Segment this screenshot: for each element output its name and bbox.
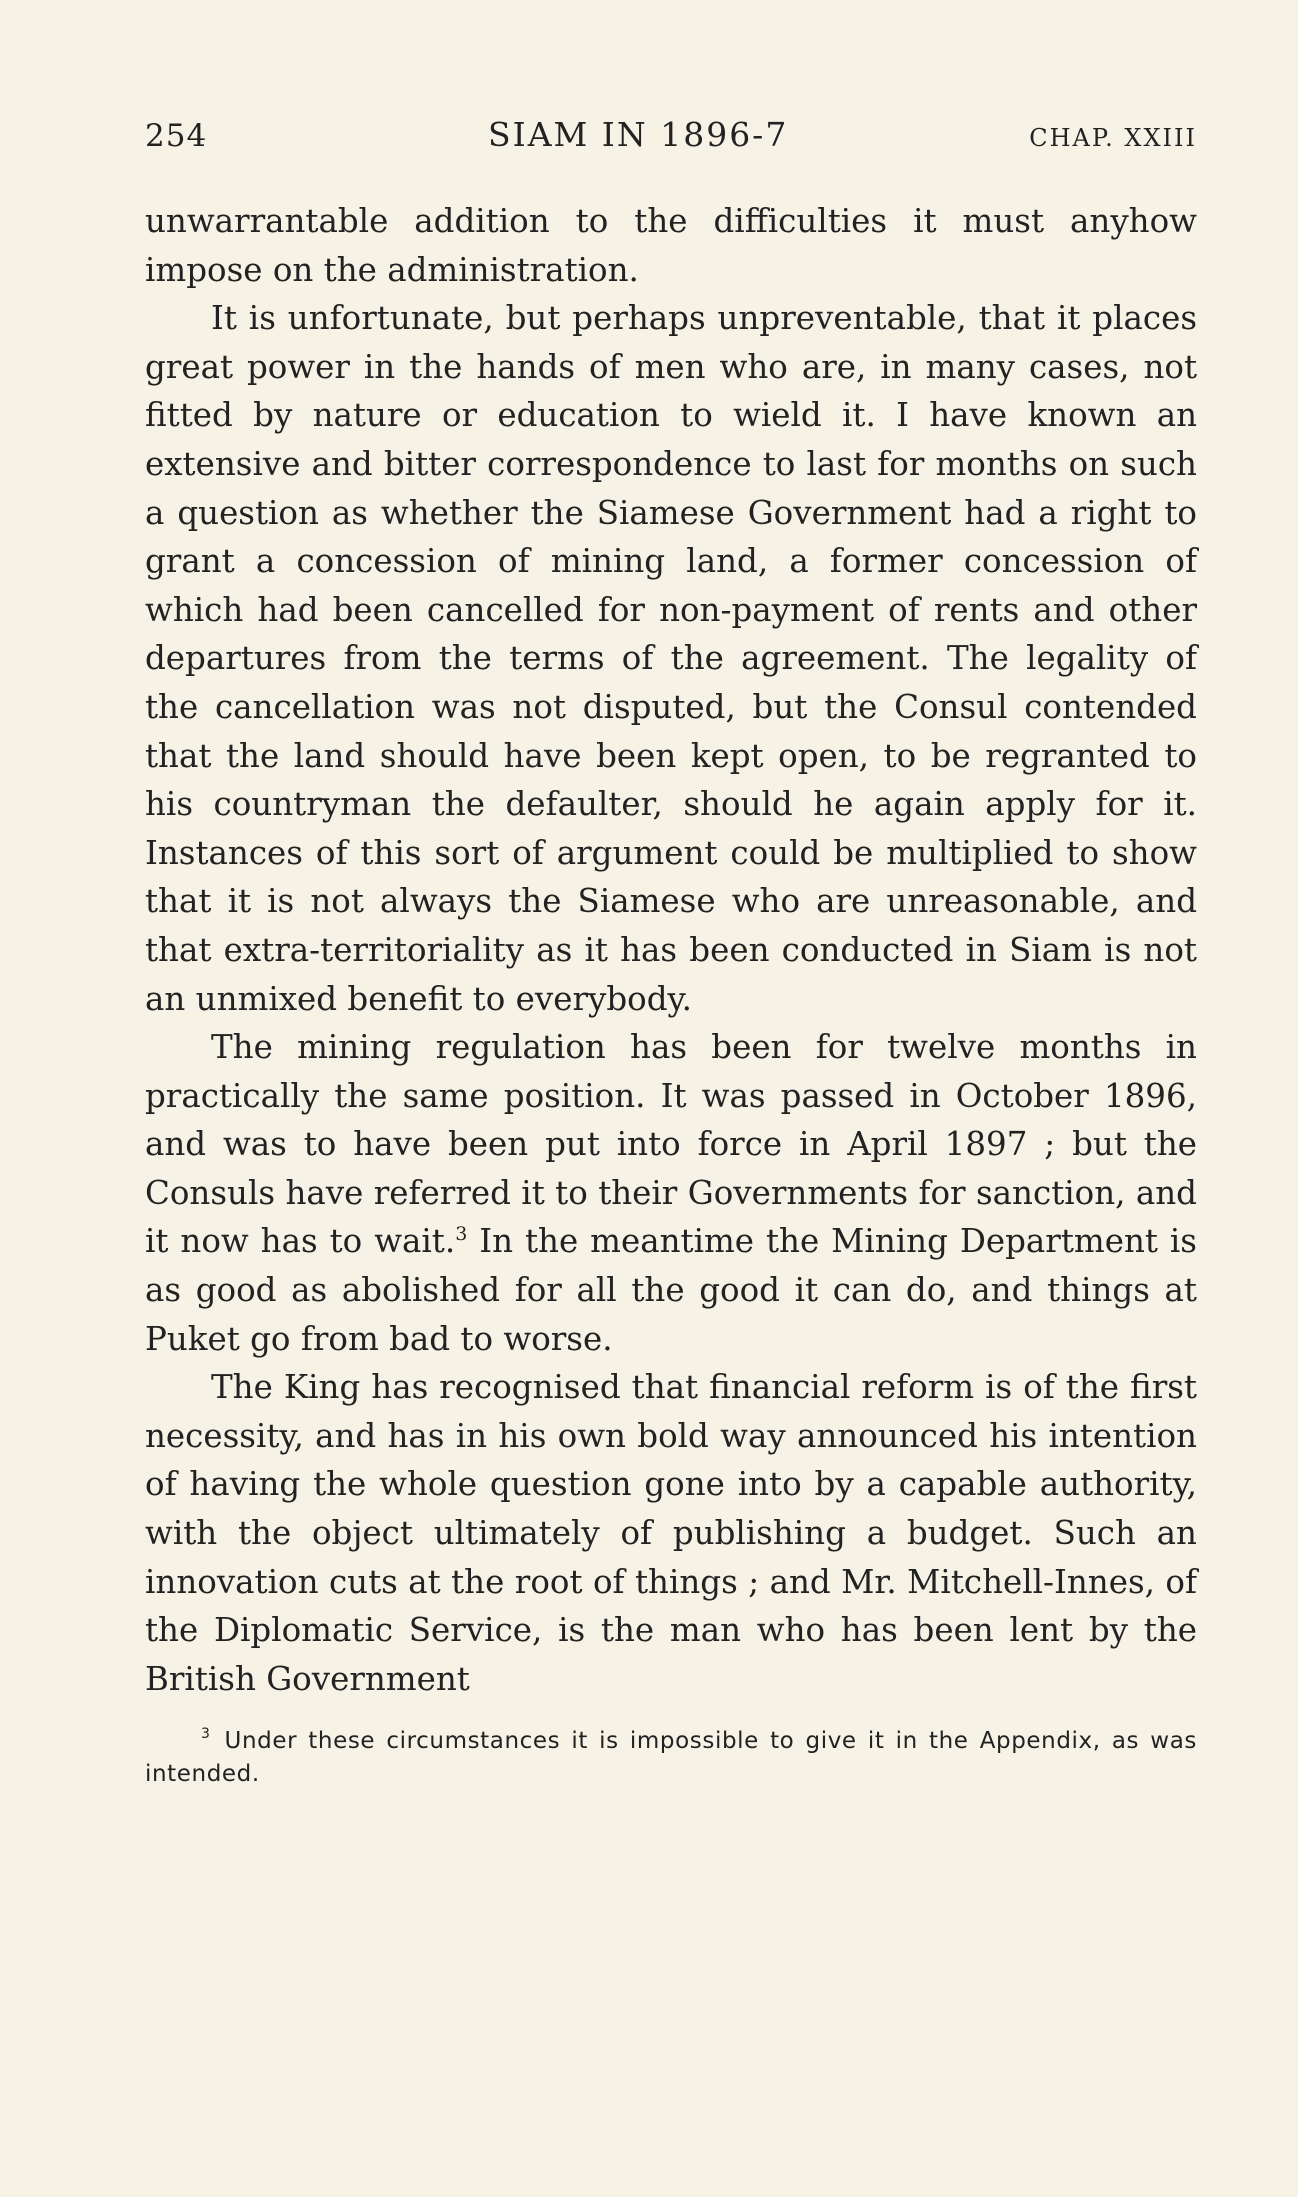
mining-regulation-text: The mining regulation has been for twelve months in practically the same position. It was passed in October 1896, and was to have been put into force in April 1897 ; but the Consuls have referred it to their Governments for sanction, and it now has to wait. [145, 1028, 1197, 1261]
body-text [145, 197, 1197, 1703]
mining-regulation-text-cont: In the meantime the Mining Department is as good as abolished for all the good it can do, and things at Puket go from bad to worse. [145, 1222, 1197, 1358]
paragraph-mining-regulation [145, 1023, 1197, 1363]
footnote-marker: 3 [201, 1726, 211, 1743]
book-page [145, 115, 1197, 1791]
running-title: SIAM IN 1896-7 [488, 115, 789, 154]
footnote-reference: 3 [455, 1223, 468, 1246]
paragraph-continuation: unwarrantable addition to the difficulties it must anyhow impose on the administration. [145, 202, 1197, 289]
paragraph-financial-reform: The King has recognised that financial reform is of the first necessity, and has in his own bold way announced his intention of having the whole question gone into by a capable authority, with the object ultimately of publishing a budget. Such an innovation cuts at the root of things ; and Mr. Mitchell-Innes, of the Diplomatic Service, is the man who has been lent by the British Government [145, 1368, 1197, 1698]
page-number: 254 [145, 118, 208, 154]
running-header [145, 115, 1197, 157]
footnote-text: Under these circumstances it is impossible to give it in the Appendix, as was intended. [145, 1728, 1197, 1788]
chapter-label: CHAP. XXIII [1029, 124, 1197, 152]
footnote [145, 1725, 1197, 1791]
paragraph-extraterritoriality: It is unfortunate, but perhaps unpreventable, that it places great power in the hands of men who are, in many cases, not fitted by nature or education to wield it. I have known an extensive and bitter correspondence to last for months on such a question as whether the Siamese Government had a right to grant a concession of mining land, a former concession of which had been cancelled for non-payment of rents and other departures from the terms of the agreement. The legality of the cancellation was not disputed, but the Consul contended that the land should have been kept open, to be regranted to his countryman the defaulter, should he again apply for it. Instances of this sort of argument could be multiplied to show that it is not always the Siamese who are unreasonable, and that extra-territoriality as it has been conducted in Siam is not an unmixed benefit to everybody. [145, 299, 1197, 1018]
